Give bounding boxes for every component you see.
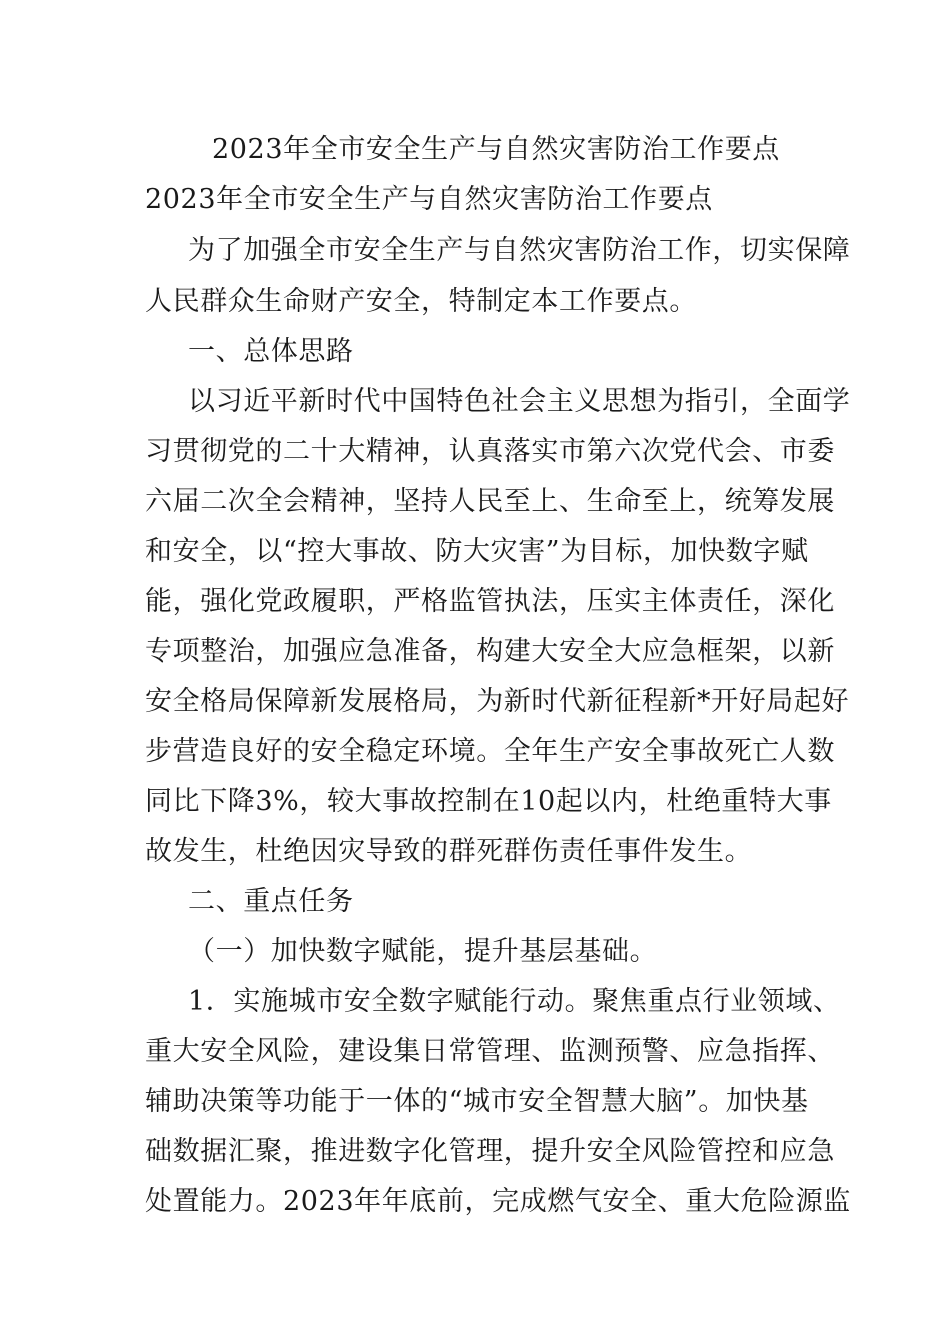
body-line: 习贯彻党的二十大精神，认真落实市第六次党代会、市委: [145, 436, 835, 467]
body-line: 安全格局保障新发展格局，为新时代新征程新*开好局起好: [145, 686, 850, 717]
body-line: 以习近平新时代中国特色社会主义思想为指引，全面学: [188, 386, 851, 417]
body-line: 能，强化党政履职，严格监管执法，压实主体责任，深化: [145, 586, 835, 617]
document-title: 2023年全市安全生产与自然灾害防治工作要点: [212, 134, 780, 165]
item-line: 处置能力。2023年年底前，完成燃气安全、重大危险源监: [145, 1186, 851, 1217]
document-subtitle: 2023年全市安全生产与自然灾害防治工作要点: [145, 184, 713, 215]
item-line: 1．实施城市安全数字赋能行动。聚焦重点行业领域、: [188, 986, 841, 1017]
body-line: 同比下降3%，较大事故控制在10起以内，杜绝重特大事: [145, 786, 832, 817]
intro-line-2: 人民群众生命财产安全，特制定本工作要点。: [145, 286, 697, 317]
section-heading-2: 二、重点任务: [188, 886, 354, 917]
body-line: 故发生，杜绝因灾导致的群死群伤责任事件发生。: [145, 836, 753, 867]
item-line: 辅助决策等功能于一体的“城市安全智慧大脑”。加快基: [145, 1086, 809, 1117]
item-line: 重大安全风险，建设集日常管理、监测预警、应急指挥、: [145, 1036, 835, 1067]
subsection-heading: （一）加快数字赋能，提升基层基础。: [188, 936, 658, 967]
body-line: 和安全，以“控大事故、防大灾害”为目标，加快数字赋: [145, 536, 809, 567]
body-line: 步营造良好的安全稳定环境。全年生产安全事故死亡人数: [145, 736, 835, 767]
body-line: 专项整治，加强应急准备，构建大安全大应急框架，以新: [145, 636, 835, 667]
section-heading-1: 一、总体思路: [188, 336, 354, 367]
intro-line-1: 为了加强全市安全生产与自然灾害防治工作，切实保障: [188, 235, 851, 266]
item-line: 础数据汇聚，推进数字化管理，提升安全风险管控和应急: [145, 1136, 835, 1167]
body-line: 六届二次全会精神，坚持人民至上、生命至上，统筹发展: [145, 486, 835, 517]
